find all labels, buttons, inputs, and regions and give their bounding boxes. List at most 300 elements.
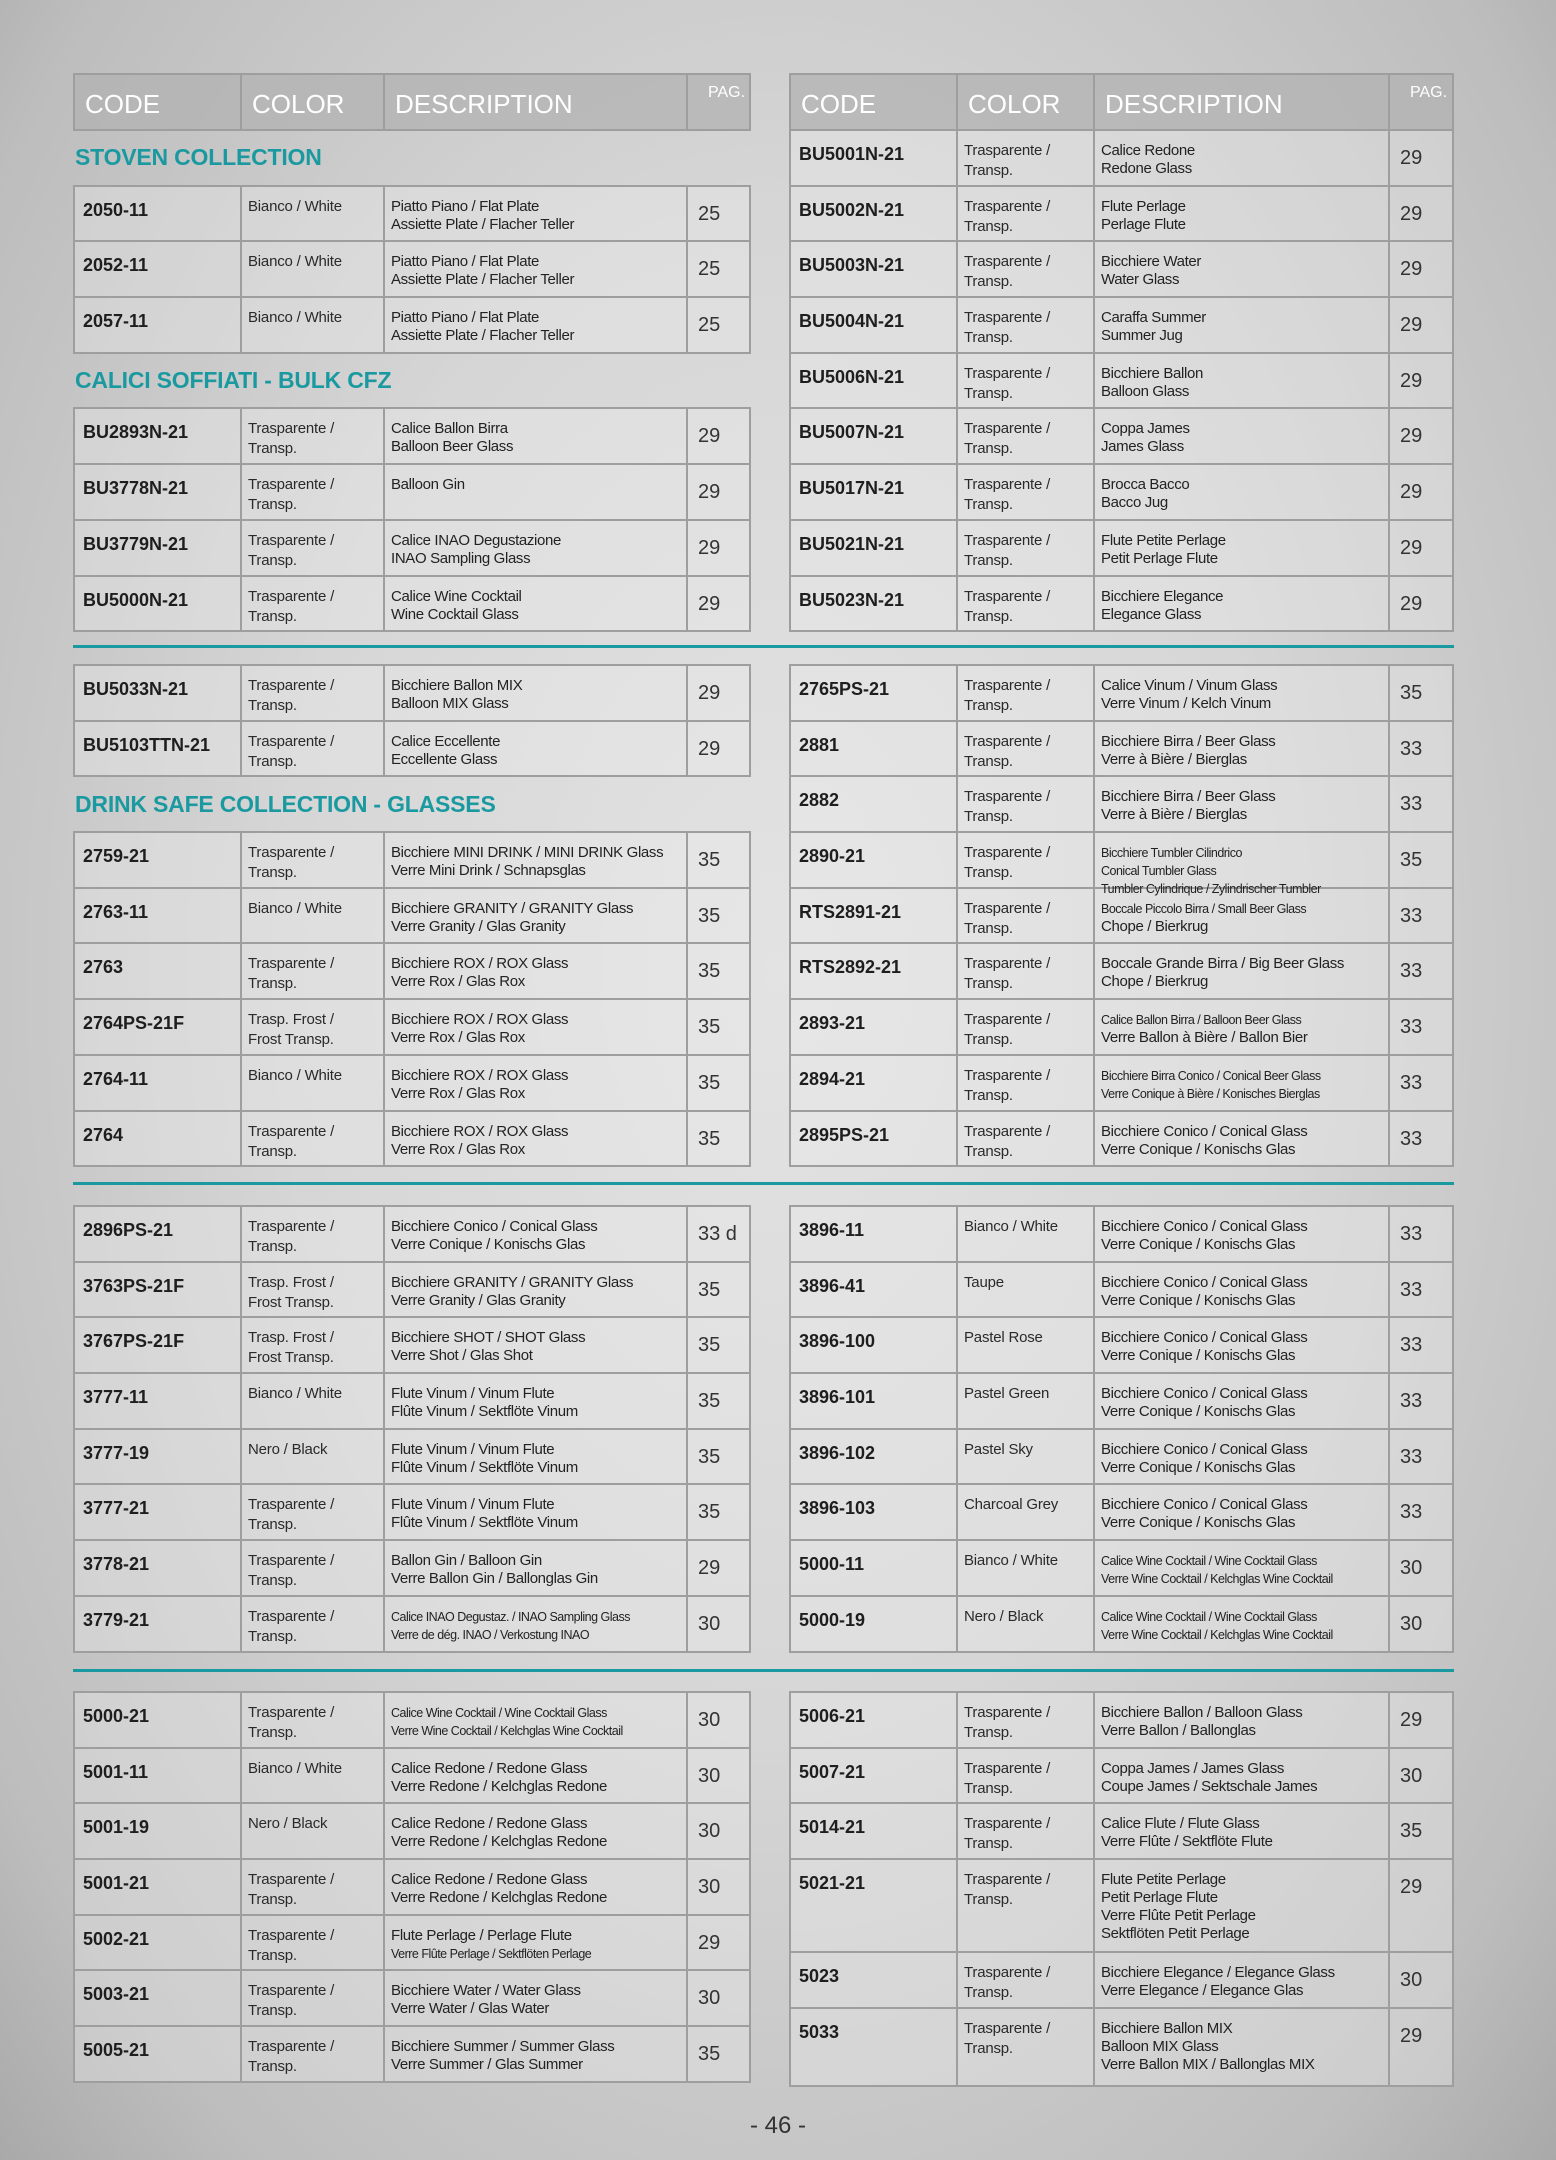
description-line: Elegance Glass bbox=[1101, 605, 1202, 623]
color-line: Trasparente / bbox=[248, 732, 335, 750]
catalog-page-ref: 30 bbox=[1400, 1557, 1423, 1580]
description-line: Calice Vinum / Vinum Glass bbox=[1101, 677, 1278, 694]
product-code: BU5003N-21 bbox=[791, 242, 958, 296]
description-line: Petit Perlage Flute bbox=[1101, 1889, 1218, 1907]
table-row bbox=[789, 1316, 1454, 1374]
product-color bbox=[958, 1207, 1095, 1261]
table-row bbox=[73, 519, 751, 577]
catalog-page-ref: 29 bbox=[1400, 592, 1423, 615]
description-line: Verre Redone / Kelchglas Redone bbox=[391, 1777, 607, 1795]
table-header bbox=[73, 73, 751, 131]
table-row bbox=[789, 1539, 1454, 1597]
section-heading: CALICI SOFFIATI - BULK CFZ bbox=[75, 367, 392, 394]
product-color bbox=[242, 2027, 385, 2081]
description-line: Bicchiere Water bbox=[1101, 253, 1202, 271]
description-line: Verre Vinum / Kelch Vinum bbox=[1101, 695, 1271, 712]
color-line: Transp. bbox=[964, 217, 1013, 235]
product-code: 3767PS-21F bbox=[75, 1318, 242, 1372]
product-color bbox=[242, 1263, 385, 1317]
color-line: Transp. bbox=[248, 2002, 297, 2020]
section-divider bbox=[73, 1669, 1454, 1672]
product-description bbox=[385, 577, 688, 631]
product-description bbox=[1095, 465, 1390, 519]
description-line: Verre Granity / Glas Granity bbox=[391, 1291, 566, 1309]
color-line: Transp. bbox=[964, 273, 1013, 291]
product-description bbox=[385, 1000, 688, 1054]
color-line: Trasparente / bbox=[248, 955, 335, 973]
product-code: BU5000N-21 bbox=[75, 577, 242, 631]
product-code: 2057-11 bbox=[75, 298, 242, 352]
color-line: Trasparente / bbox=[964, 1871, 1051, 1889]
product-description bbox=[1095, 1430, 1390, 1484]
product-color bbox=[958, 298, 1095, 352]
section-heading: DRINK SAFE COLLECTION - GLASSES bbox=[75, 790, 496, 817]
product-description bbox=[1095, 1318, 1390, 1372]
table-row bbox=[789, 998, 1454, 1056]
catalog-page-ref: 30 bbox=[698, 1820, 721, 1843]
table-row bbox=[73, 1539, 751, 1597]
color-line: Trasparente / bbox=[964, 1759, 1051, 1777]
table-row bbox=[789, 1372, 1454, 1430]
color-line: Bianco / White bbox=[964, 1552, 1058, 1570]
description-line: Bicchiere Birra / Beer Glass bbox=[1101, 788, 1276, 806]
product-code: 5033 bbox=[791, 2009, 958, 2085]
catalog-page-ref: 25 bbox=[698, 258, 721, 281]
catalog-page-ref: 35 bbox=[698, 1278, 721, 1301]
catalog-page-ref: 29 bbox=[698, 481, 721, 504]
color-line: Bianco / White bbox=[248, 1759, 342, 1777]
color-line: Trasparente / bbox=[964, 1011, 1051, 1029]
description-line: Calice Ballon Birra bbox=[391, 420, 508, 438]
product-description bbox=[1095, 187, 1390, 241]
product-code: BU5006N-21 bbox=[791, 354, 958, 408]
product-code: 5001-19 bbox=[75, 1804, 242, 1858]
color-line: Transp. bbox=[964, 1835, 1013, 1853]
product-description bbox=[385, 521, 688, 575]
table-row bbox=[73, 1747, 751, 1805]
table-row bbox=[789, 1428, 1454, 1486]
product-color bbox=[242, 722, 385, 776]
catalog-page-ref: 33 bbox=[1400, 1445, 1423, 1468]
product-description bbox=[385, 1485, 688, 1539]
description-line: Bicchiere ROX / ROX Glass bbox=[391, 955, 569, 973]
catalog-page-ref: 35 bbox=[1400, 682, 1423, 704]
description-line: Assiette Plate / Flacher Teller bbox=[391, 215, 575, 233]
catalog-page-ref: 29 bbox=[1400, 258, 1423, 281]
table-row bbox=[789, 775, 1454, 833]
description-line: Bicchiere GRANITY / GRANITY Glass bbox=[391, 899, 634, 917]
product-description bbox=[385, 889, 688, 943]
product-description bbox=[1095, 242, 1390, 296]
color-line: Transp. bbox=[248, 1627, 297, 1645]
description-line: Verre Mini Drink / Schnapsglas bbox=[391, 862, 586, 880]
description-line: Bicchiere Conico / Conical Glass bbox=[1101, 1440, 1308, 1458]
table-row bbox=[73, 1595, 751, 1653]
description-line: Bicchiere Birra / Beer Glass bbox=[1101, 732, 1276, 750]
description-line: Bicchiere Elegance / Elegance Glass bbox=[1101, 1964, 1335, 1982]
description-line: Calice Flute / Flute Glass bbox=[1101, 1815, 1260, 1833]
catalog-page-ref: 35 bbox=[698, 1334, 721, 1357]
catalog-page-ref: 30 bbox=[698, 1987, 721, 2010]
description-line: Chope / Bierkrug bbox=[1101, 917, 1208, 935]
product-code: 5007-21 bbox=[791, 1749, 958, 1803]
color-line: Trasparente / bbox=[964, 1815, 1051, 1833]
catalog-page-ref: 29 bbox=[1400, 425, 1423, 448]
product-code: 2764-11 bbox=[75, 1056, 242, 1110]
description-line: Verre Conique / Konischs Glas bbox=[1101, 1236, 1296, 1253]
color-line: Trasparente / bbox=[248, 531, 335, 549]
catalog-page-ref: 33 d bbox=[698, 1223, 737, 1245]
product-color bbox=[958, 1749, 1095, 1803]
product-color bbox=[242, 1860, 385, 1914]
table-row bbox=[73, 1802, 751, 1860]
product-color bbox=[242, 1318, 385, 1372]
catalog-page-ref: 35 bbox=[698, 2043, 721, 2066]
page-number: - 46 - bbox=[749, 2112, 806, 2139]
catalog-page-ref: 29 bbox=[1400, 1709, 1423, 1731]
description-line: Caraffa Summer bbox=[1101, 309, 1206, 327]
product-description bbox=[385, 1916, 688, 1970]
product-table-left bbox=[73, 664, 751, 1167]
product-description bbox=[1095, 944, 1390, 998]
color-line: Trasparente / bbox=[248, 1607, 335, 1625]
product-color bbox=[958, 666, 1095, 720]
section-divider bbox=[73, 1182, 1454, 1185]
product-description bbox=[1095, 889, 1390, 943]
table-row bbox=[789, 1691, 1454, 1749]
catalog-page-ref: 35 bbox=[698, 849, 721, 872]
product-color bbox=[242, 1000, 385, 1054]
table-row bbox=[789, 1205, 1454, 1263]
product-code: 2890-21 bbox=[791, 833, 958, 898]
description-line: Verre Conique / Konischs Glas bbox=[391, 1236, 586, 1253]
product-code: 3896-103 bbox=[791, 1485, 958, 1539]
color-line: Frost Transp. bbox=[248, 1031, 334, 1049]
product-description bbox=[1095, 1953, 1390, 2007]
product-code: 3777-11 bbox=[75, 1374, 242, 1428]
product-description bbox=[1095, 1485, 1390, 1539]
product-description bbox=[385, 1693, 688, 1747]
product-description bbox=[385, 1318, 688, 1372]
catalog-page-ref: 29 bbox=[1400, 202, 1423, 225]
product-code: BU5001N-21 bbox=[791, 131, 958, 185]
description-line: Verre Conique / Konischs Glas bbox=[1101, 1140, 1296, 1158]
table-header bbox=[789, 73, 1454, 131]
color-line: Transp. bbox=[964, 162, 1013, 179]
description-line: Verre Rox / Glas Rox bbox=[391, 1029, 525, 1047]
description-line: Calice Wine Cocktail / Wine Cocktail Glass bbox=[391, 1706, 607, 1720]
description-line: Verre Flûte Perlage / Sektflöten Perlage bbox=[391, 1946, 592, 1961]
table-row bbox=[789, 296, 1454, 354]
product-table-left bbox=[73, 73, 751, 632]
catalog-page-ref: 29 bbox=[1400, 2024, 1423, 2047]
description-line: Verre Conique / Konischs Glas bbox=[1101, 1291, 1296, 1309]
catalog-page-ref: 33 bbox=[1400, 1390, 1423, 1413]
description-line: Bicchiere Conico / Conical Glass bbox=[1101, 1496, 1308, 1514]
color-line: Trasp. Frost / bbox=[248, 1329, 334, 1347]
product-description bbox=[1095, 1263, 1390, 1317]
product-description bbox=[385, 1056, 688, 1110]
product-color bbox=[958, 1860, 1095, 1951]
catalog-page-ref: 33 bbox=[1400, 737, 1423, 760]
product-color bbox=[958, 1056, 1095, 1110]
description-line: Piatto Piano / Flat Plate bbox=[391, 253, 540, 271]
color-line: Trasparente / bbox=[964, 732, 1051, 750]
product-code: 5003-21 bbox=[75, 1971, 242, 2025]
color-line: Pastel Sky bbox=[964, 1440, 1033, 1458]
color-line: Transp. bbox=[248, 1238, 297, 1255]
table-row bbox=[73, 463, 751, 521]
column-header-code: CODE bbox=[791, 75, 958, 129]
color-line: Transp. bbox=[964, 808, 1013, 826]
description-line: Verre Wine Cocktail / Kelchglas Wine Cocktail bbox=[1101, 1572, 1333, 1587]
table-row bbox=[789, 887, 1454, 945]
color-line: Nero / Black bbox=[248, 1440, 328, 1458]
product-code: 2881 bbox=[791, 722, 958, 776]
description-line: Verre Conique / Konischs Glas bbox=[1101, 1403, 1296, 1421]
product-code: 5014-21 bbox=[791, 1804, 958, 1858]
catalog-page-ref: 35 bbox=[698, 1127, 721, 1150]
description-line: Bicchiere ROX / ROX Glass bbox=[391, 1066, 569, 1084]
product-code: 3777-21 bbox=[75, 1485, 242, 1539]
product-color bbox=[242, 1056, 385, 1110]
description-line: Brocca Bacco bbox=[1101, 476, 1190, 494]
product-description bbox=[1095, 577, 1390, 631]
product-color bbox=[958, 1541, 1095, 1595]
product-description bbox=[385, 409, 688, 463]
product-color bbox=[242, 833, 385, 887]
description-line: Verre Conique / Konischs Glas bbox=[1101, 1347, 1296, 1365]
product-description bbox=[1095, 1541, 1390, 1595]
product-color bbox=[958, 1430, 1095, 1484]
catalog-page-ref: 30 bbox=[1400, 1764, 1423, 1787]
product-color bbox=[242, 1541, 385, 1595]
color-line: Trasparente / bbox=[964, 197, 1051, 215]
column-header-code: CODE bbox=[75, 75, 242, 129]
description-line: Verre Water / Glas Water bbox=[391, 2000, 550, 2018]
color-line: Trasparente / bbox=[248, 1218, 335, 1235]
table-row bbox=[789, 2007, 1454, 2087]
product-description bbox=[1095, 298, 1390, 352]
product-code: 3896-101 bbox=[791, 1374, 958, 1428]
description-line: Verre à Bière / Bierglas bbox=[1101, 806, 1247, 824]
description-line: Conical Tumbler Glass bbox=[1101, 864, 1217, 879]
section-divider bbox=[73, 645, 1454, 648]
color-line: Trasparente / bbox=[964, 899, 1051, 917]
product-description bbox=[1095, 1749, 1390, 1803]
color-line: Trasparente / bbox=[964, 1122, 1051, 1140]
column-header-color: COLOR bbox=[242, 75, 385, 129]
color-line: Trasparente / bbox=[964, 420, 1051, 438]
product-code: 2052-11 bbox=[75, 242, 242, 296]
catalog-page-ref: 35 bbox=[698, 1016, 721, 1039]
color-line: Transp. bbox=[248, 864, 297, 882]
catalog-page-ref: 29 bbox=[1400, 369, 1423, 392]
product-description bbox=[385, 187, 688, 241]
color-line: Frost Transp. bbox=[248, 1293, 334, 1311]
description-line: Water Glass bbox=[1101, 271, 1180, 289]
color-line: Trasparente / bbox=[964, 309, 1051, 327]
description-line: Calice INAO Degustazione bbox=[391, 531, 562, 549]
description-line: Verre Conique à Bière / Konisches Bierglas bbox=[1101, 1086, 1320, 1101]
description-line: Verre Wine Cocktail / Kelchglas Wine Cocktail bbox=[1101, 1627, 1333, 1642]
product-description bbox=[1095, 666, 1390, 720]
table-row bbox=[73, 1261, 751, 1319]
table-row bbox=[789, 240, 1454, 298]
catalog-page-ref: 35 bbox=[1400, 849, 1423, 872]
product-code: BU3778N-21 bbox=[75, 465, 242, 519]
product-table-right bbox=[789, 664, 1454, 1167]
table-row bbox=[789, 942, 1454, 1000]
product-code: 2763 bbox=[75, 944, 242, 998]
product-description bbox=[385, 666, 688, 720]
description-line: Calice Ballon Birra / Balloon Beer Glass bbox=[1101, 1013, 1302, 1028]
description-line: Flûte Vinum / Sektflöte Vinum bbox=[391, 1458, 578, 1476]
catalog-page-ref: 35 bbox=[698, 1390, 721, 1413]
product-description bbox=[1095, 1112, 1390, 1166]
product-code: BU5023N-21 bbox=[791, 577, 958, 631]
product-description bbox=[385, 833, 688, 887]
description-line: Coupe James / Sektschale James bbox=[1101, 1777, 1318, 1795]
description-line: Flute Perlage bbox=[1101, 197, 1186, 215]
product-color bbox=[958, 521, 1095, 575]
color-line: Transp. bbox=[248, 1516, 297, 1534]
table-row bbox=[73, 240, 751, 298]
table-row bbox=[789, 1858, 1454, 1953]
product-code: 2765PS-21 bbox=[791, 666, 958, 720]
product-description bbox=[385, 1971, 688, 2025]
catalog-page-ref: 33 bbox=[1400, 1278, 1423, 1301]
color-line: Transp. bbox=[248, 697, 297, 714]
table-row bbox=[73, 998, 751, 1056]
color-line: Trasparente / bbox=[964, 1066, 1051, 1084]
product-color bbox=[242, 1804, 385, 1858]
table-row bbox=[789, 463, 1454, 521]
product-code: 5000-11 bbox=[791, 1541, 958, 1595]
table-row bbox=[789, 575, 1454, 633]
catalog-page-ref: 35 bbox=[698, 960, 721, 983]
color-line: Trasparente / bbox=[964, 531, 1051, 549]
color-line: Trasparente / bbox=[248, 1552, 335, 1570]
description-line: Verre Redone / Kelchglas Redone bbox=[391, 1833, 607, 1851]
catalog-page-ref: 35 bbox=[698, 1445, 721, 1468]
product-description bbox=[1095, 409, 1390, 463]
table-row bbox=[789, 519, 1454, 577]
table-row bbox=[789, 1595, 1454, 1653]
color-line: Transp. bbox=[964, 1086, 1013, 1104]
product-table-right bbox=[789, 1691, 1454, 2087]
description-line: Verre Ballon MIX / Ballonglas MIX bbox=[1101, 2055, 1315, 2073]
product-color bbox=[242, 1693, 385, 1747]
description-line: Bicchiere Ballon MIX bbox=[391, 677, 523, 694]
catalog-page-ref: 33 bbox=[1400, 1016, 1423, 1039]
catalog-page-ref: 29 bbox=[698, 682, 721, 704]
table-row bbox=[73, 296, 751, 354]
product-description bbox=[1095, 1000, 1390, 1054]
table-row bbox=[73, 1914, 751, 1972]
color-line: Transp. bbox=[964, 1142, 1013, 1160]
section-heading: STOVEN COLLECTION bbox=[75, 144, 322, 171]
color-line: Trasparente / bbox=[248, 677, 335, 694]
color-line: Pastel Rose bbox=[964, 1329, 1043, 1347]
table-row bbox=[73, 887, 751, 945]
product-color bbox=[242, 187, 385, 241]
color-line: Transp. bbox=[964, 2039, 1013, 2057]
catalog-page-ref: 33 bbox=[1400, 1127, 1423, 1150]
product-description bbox=[385, 242, 688, 296]
description-line: Verre Ballon Gin / Ballonglas Gin bbox=[391, 1570, 598, 1588]
product-code: 5001-21 bbox=[75, 1860, 242, 1914]
product-code: 2893-21 bbox=[791, 1000, 958, 1054]
product-color bbox=[242, 1374, 385, 1428]
color-line: Transp. bbox=[964, 1031, 1013, 1049]
description-line: Calice Redone / Redone Glass bbox=[391, 1815, 588, 1833]
table-row bbox=[73, 1372, 751, 1430]
table-row bbox=[73, 831, 751, 889]
color-line: Trasparente / bbox=[964, 364, 1051, 382]
product-description bbox=[1095, 1693, 1390, 1747]
description-line: Bicchiere GRANITY / GRANITY Glass bbox=[391, 1273, 634, 1291]
product-description bbox=[385, 1207, 688, 1261]
product-color bbox=[958, 1374, 1095, 1428]
description-line: Calice Redone / Redone Glass bbox=[391, 1759, 588, 1777]
color-line: Transp. bbox=[964, 697, 1013, 714]
product-color bbox=[242, 944, 385, 998]
product-code: 3896-41 bbox=[791, 1263, 958, 1317]
product-description bbox=[385, 1749, 688, 1803]
table-row bbox=[73, 1205, 751, 1263]
table-row bbox=[789, 1483, 1454, 1541]
product-code: BU5002N-21 bbox=[791, 187, 958, 241]
product-code: 2764PS-21F bbox=[75, 1000, 242, 1054]
product-code: 5000-21 bbox=[75, 1693, 242, 1747]
product-color bbox=[958, 131, 1095, 185]
table-row bbox=[73, 185, 751, 243]
catalog-page-ref: 35 bbox=[698, 904, 721, 927]
catalog-page-ref: 33 bbox=[1400, 793, 1423, 816]
color-line: Transp. bbox=[964, 1984, 1013, 2002]
product-color bbox=[242, 1597, 385, 1651]
description-line: Flute Perlage / Perlage Flute bbox=[391, 1926, 572, 1944]
color-line: Transp. bbox=[248, 1946, 297, 1964]
description-line: Bicchiere Conico / Conical Glass bbox=[1101, 1385, 1308, 1403]
product-description bbox=[385, 1112, 688, 1166]
description-line: Flute Vinum / Vinum Flute bbox=[391, 1440, 555, 1458]
product-color bbox=[958, 465, 1095, 519]
product-color bbox=[242, 242, 385, 296]
description-line: James Glass bbox=[1101, 438, 1184, 456]
product-code: RTS2892-21 bbox=[791, 944, 958, 998]
product-table-right bbox=[789, 73, 1454, 632]
catalog-page-ref: 30 bbox=[1400, 1612, 1423, 1635]
color-line: Transp. bbox=[248, 1572, 297, 1590]
product-color bbox=[958, 944, 1095, 998]
catalog-page-ref: 35 bbox=[1400, 1820, 1423, 1843]
color-line: Trasparente / bbox=[964, 587, 1051, 605]
catalog-page-ref: 33 bbox=[1400, 1071, 1423, 1094]
description-line: Balloon MIX Glass bbox=[1101, 2037, 1219, 2055]
color-line: Trasparente / bbox=[248, 476, 335, 494]
description-line: Wine Cocktail Glass bbox=[391, 605, 519, 623]
color-line: Transp. bbox=[964, 1724, 1013, 1741]
product-color bbox=[958, 1263, 1095, 1317]
catalog-page-ref: 25 bbox=[698, 202, 721, 225]
table-row bbox=[789, 1261, 1454, 1319]
catalog-page-ref: 29 bbox=[698, 1557, 721, 1580]
product-description bbox=[1095, 354, 1390, 408]
color-line: Bianco / White bbox=[248, 1385, 342, 1403]
description-line: Bicchiere Conico / Conical Glass bbox=[1101, 1329, 1308, 1347]
